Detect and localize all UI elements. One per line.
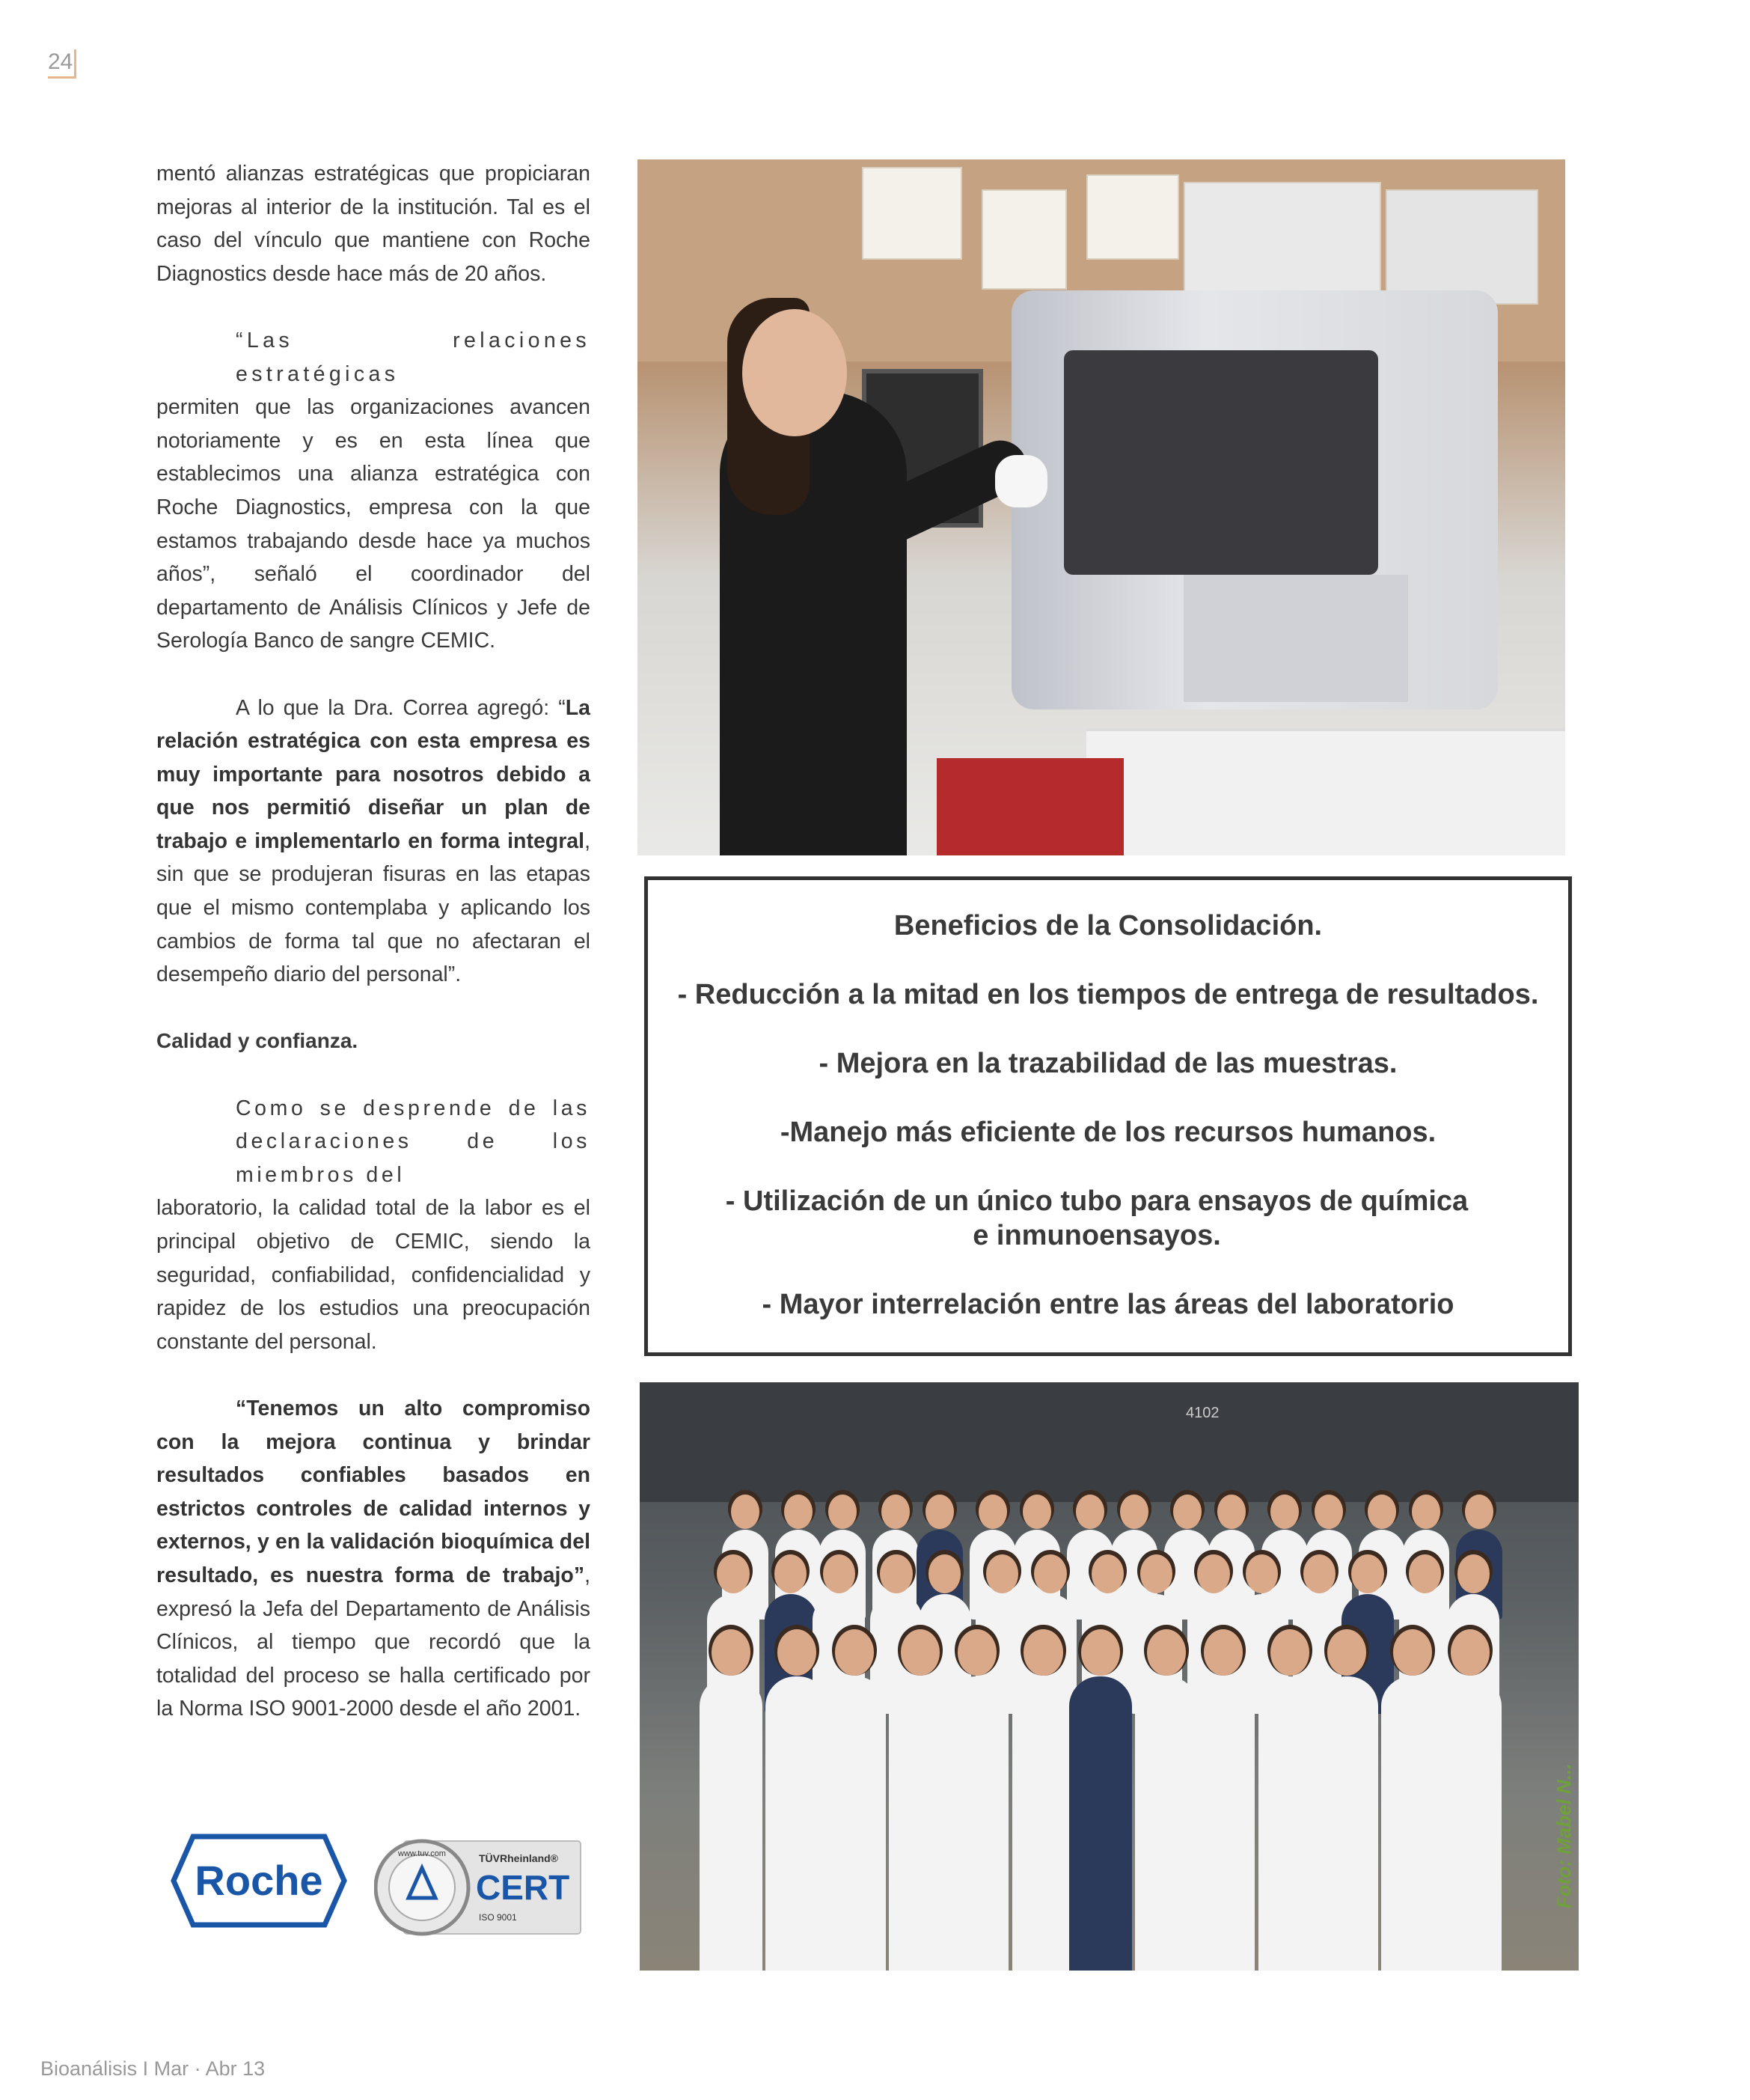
staff-face [774, 1554, 807, 1593]
staff-face [881, 1495, 910, 1529]
staff-member [765, 1676, 828, 1971]
staff-member [1315, 1676, 1378, 1971]
roche-wordmark: Roche [195, 1857, 323, 1904]
staff-face [1315, 1495, 1343, 1529]
staff-face [1412, 1495, 1440, 1529]
red-container [937, 758, 1124, 855]
lab-cabinet [1086, 728, 1565, 855]
staff-face [1173, 1495, 1202, 1529]
article-paragraph [156, 1392, 590, 1726]
staff-face [979, 1495, 1007, 1529]
staff-face [1197, 1554, 1229, 1593]
staff-face [828, 1495, 857, 1529]
staff-face [1034, 1554, 1066, 1593]
benefits-title: Beneficios de la Consolidación. [893, 910, 1323, 941]
staff-crowd [677, 1495, 1538, 1944]
staff-member [1439, 1676, 1502, 1971]
benefit-item: - Mejora en la trazabilidad de las muestras. [819, 1048, 1398, 1079]
paragraph-text: , expresó la Jefa del Departamento de Análisis Clínicos, al tiempo que recordó que la totalidad del proceso se halla certificado por la Norma ISO 9001-2000 desde el año 2001. [156, 1563, 590, 1721]
lab-photo [637, 159, 1565, 855]
staff-member [1192, 1676, 1255, 1971]
analyzer-window [1064, 350, 1378, 575]
paragraph-text: permiten que las organizaciones avancen notoriamente y es en esta línea que establecimos una alianza estratégica con Roche Diagnostics, empresa con la que estamos trabajando desde hace ya muchos años”, señaló el coordinador del departamento de Análisis Clínicos y Jefe de Serología Banco de sangre CEMIC. [156, 395, 590, 653]
tuv-iso: ISO 9001 [479, 1912, 517, 1923]
pinned-note [982, 189, 1067, 290]
staff-face [880, 1554, 912, 1593]
analyzer-machine [1012, 290, 1498, 709]
paragraph-text: A lo que la Dra. Correa agregó: “ [236, 695, 566, 720]
staff-face [1246, 1554, 1278, 1593]
staff-face [926, 1495, 954, 1529]
staff-face [1451, 1629, 1490, 1676]
staff-face [1270, 1495, 1299, 1529]
staff-member [1258, 1676, 1321, 1971]
staff-group-photo [640, 1382, 1579, 1971]
staff-face [1457, 1554, 1490, 1593]
tuv-cert-text: CERT [476, 1868, 570, 1907]
staff-face [1465, 1495, 1493, 1529]
benefit-item: - Reducción a la mitad en los tiempos de entrega de resultados. [677, 979, 1539, 1010]
staff-face [835, 1629, 874, 1676]
staff-face [1120, 1495, 1148, 1529]
paragraph-text: laboratorio, la calidad total de la labor es el principal objetivo de CEMIC, siendo la seguridad, confiabilidad, confidencialidad y rapidez de los estudios una preocupación constante del personal. [156, 1196, 590, 1354]
staff-face [1368, 1495, 1396, 1529]
spaced-text: Como se desprende de las declaraciones de los miembros del [236, 1096, 590, 1187]
benefit-item: - Mayor interrelación entre las áreas del laboratorio [762, 1289, 1454, 1320]
photo-credit: Foto: Mabel N... [1552, 1763, 1575, 1908]
article-column [156, 157, 590, 1759]
benefit-item: -Manejo más eficiente de los recursos humanos. [780, 1117, 1437, 1148]
staff-face [823, 1554, 855, 1593]
staff-face [1092, 1554, 1124, 1593]
technician-face [742, 309, 847, 436]
bold-quote: “Tenemos un alto compromiso con la mejora continua y brindar resultados confiables basados en estrictos controles de calidad internos y externos, y en la validación bioquímica del resultado, es nuestra forma de trabajo” [156, 1396, 590, 1587]
technician-glove [995, 455, 1047, 507]
staff-face [712, 1629, 750, 1676]
staff-face [1024, 1629, 1062, 1676]
article-paragraph [156, 1092, 590, 1359]
section-heading: Calidad y confianza. [156, 1029, 358, 1053]
staff-face [1076, 1495, 1104, 1529]
staff-face [1409, 1554, 1441, 1593]
roche-logo [171, 1834, 347, 1928]
staff-face [731, 1495, 759, 1529]
staff-member [1135, 1676, 1198, 1971]
staff-member [946, 1676, 1009, 1971]
building-number: 4102 [1186, 1405, 1220, 1421]
equipment-shelf [1386, 189, 1538, 305]
pinned-note [1086, 174, 1179, 260]
equipment-shelf [1184, 182, 1381, 305]
spaced-text: “Las relaciones estratégicas [236, 328, 590, 386]
staff-face [1303, 1554, 1336, 1593]
staff-member [823, 1676, 886, 1971]
staff-face [1023, 1495, 1051, 1529]
building-facade [640, 1382, 1579, 1502]
article-paragraph [156, 324, 590, 658]
staff-face [986, 1554, 1018, 1593]
staff-face [901, 1629, 940, 1676]
article-paragraph: mentó alianzas estratégicas que propiciaran mejoras al interior de la institución. Tal es el caso del vínculo que mantiene con Roche Diagnostics desde hace más de 20 años. [156, 162, 590, 286]
analyzer-base [1184, 575, 1408, 702]
staff-face [784, 1495, 813, 1529]
tuv-brand: TÜVRheinland® [479, 1852, 558, 1864]
tuv-cert-logo [374, 1838, 584, 1937]
staff-face [1140, 1554, 1172, 1593]
staff-face [1217, 1495, 1246, 1529]
bold-quote: La relación estratégica con esta empresa es muy importante para nosotros debido a que nos permitió diseñar un plan de trabajo e implementarlo en forma integral [156, 695, 590, 853]
staff-face [1081, 1629, 1120, 1676]
staff-member [1069, 1676, 1132, 1971]
benefits-box [644, 876, 1572, 1356]
staff-face [717, 1554, 749, 1593]
staff-member [700, 1676, 762, 1971]
article-paragraph [156, 692, 590, 992]
staff-face [1351, 1554, 1383, 1593]
tuv-url: www.tuv.com [398, 1849, 446, 1858]
staff-face [1270, 1629, 1309, 1676]
page-footer: Bioanálisis I Mar · Abr 13 [40, 2057, 266, 2080]
pinned-note [862, 167, 962, 260]
page-number: 24 [48, 49, 76, 79]
paragraph-text: , sin que se produjeran fisuras en las etapas que el mismo contemplaba y aplicando los cambios de forma tal que no afectaran el desempeño diario del personal”. [156, 828, 590, 987]
staff-member [1381, 1676, 1444, 1971]
staff-member [889, 1676, 952, 1971]
staff-face [928, 1554, 961, 1593]
benefit-item: - Utilización de un único tubo para ensayos de química e inmunoensayos. [725, 1185, 1469, 1251]
staff-member [1012, 1676, 1075, 1971]
